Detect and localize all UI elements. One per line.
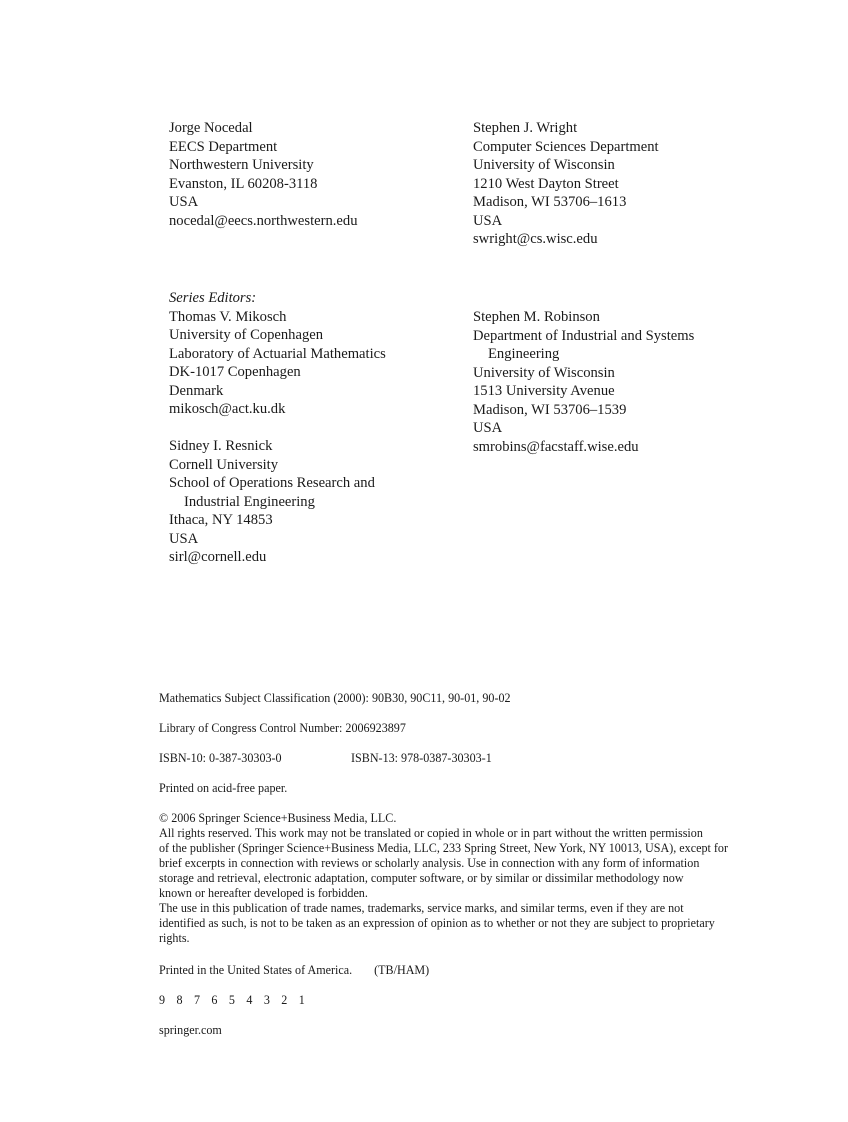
spacer: [169, 419, 386, 438]
printed-in: Printed in the United States of America.: [159, 963, 353, 977]
editor-email: sirl@cornell.edu: [169, 549, 267, 565]
series-editors-heading: Series Editors:: [169, 290, 257, 306]
rights-line: brief excerpts in connection with reviews or scholarly analysis. Use in connection with any form of information: [159, 856, 700, 870]
trademark-line: rights.: [159, 931, 190, 945]
editor-country: USA: [473, 420, 503, 436]
editor-city: DK-1017 Copenhagen: [169, 364, 301, 380]
editor-school-continued: Industrial Engineering: [184, 493, 315, 510]
author-wright-address: [473, 119, 659, 249]
trademark-line: identified as such, is not to be taken as an expression of opinion as to whether or not they are subject to proprietary: [159, 916, 715, 930]
editor-university: University of Copenhagen: [169, 327, 324, 343]
trademark-line: The use in this publication of trade names, trademarks, service marks, and similar terms, even if they are not: [159, 901, 684, 915]
author-street: 1210 West Dayton Street: [473, 175, 619, 192]
author-city: Evanston, IL 60208-3118: [169, 175, 318, 192]
rights-line: of the publisher (Springer Science+Business Media, LLC, 233 Spring Street, New York, NY 10013, USA), except for: [159, 841, 728, 855]
author-email: nocedal@eecs.northwestern.edu: [169, 212, 358, 229]
author-department: Computer Sciences Department: [473, 138, 659, 155]
editor-university: University of Wisconsin: [473, 364, 615, 381]
editor-street: 1513 University Avenue: [473, 383, 615, 399]
isbn-line: [159, 751, 765, 766]
editor-name: Thomas V. Mikosch: [169, 308, 287, 325]
author-name: Jorge Nocedal: [169, 120, 253, 136]
author-city: Madison, WI 53706–1613: [473, 194, 627, 210]
editor-email: mikosch@act.ku.dk: [169, 401, 286, 417]
editor-country: USA: [169, 530, 199, 547]
rights-line: All rights reserved. This work may not be translated or copied in whole or in part without the written permission: [159, 826, 703, 840]
editor-email: smrobins@facstaff.wise.edu: [473, 438, 639, 455]
author-nocedal-address: [169, 119, 358, 230]
msc-classification: Mathematics Subject Classification (2000): 90B30, 90C11, 90-01, 90-02: [159, 691, 511, 705]
editor-city: Madison, WI 53706–1539: [473, 401, 627, 418]
author-name: Stephen J. Wright: [473, 120, 578, 136]
printing-number-line: 9 8 7 6 5 4 3 2 1: [159, 993, 310, 1007]
editor-school: School of Operations Research and: [169, 475, 375, 491]
lccn: Library of Congress Control Number: 2006923897: [159, 721, 406, 735]
rights-line: known or hereafter developed is forbidden.: [159, 886, 368, 900]
author-university: Northwestern University: [169, 157, 314, 173]
isbn-13: ISBN-13: 978-0387-30303-1: [351, 751, 492, 765]
editor-department: Department of Industrial and Systems: [473, 327, 695, 344]
author-country: USA: [169, 194, 199, 210]
editor-department-continued: Engineering: [488, 346, 560, 362]
author-department: EECS Department: [169, 138, 278, 155]
editor-name: Sidney I. Resnick: [169, 438, 273, 454]
series-editor-robinson: [473, 308, 694, 456]
printer-code: (TB/HAM): [374, 963, 430, 977]
editor-university: Cornell University: [169, 456, 279, 473]
printed-in-line: [159, 963, 765, 978]
series-editors-left-column: [169, 289, 386, 567]
copyright-notice: [159, 811, 765, 946]
website: springer.com: [159, 1023, 222, 1037]
editor-city: Ithaca, NY 14853: [169, 512, 273, 528]
acid-free-paper-note: Printed on acid-free paper.: [159, 781, 288, 795]
editor-laboratory: Laboratory of Actuarial Mathematics: [169, 345, 386, 362]
editor-name: Stephen M. Robinson: [473, 309, 600, 325]
isbn-10: ISBN-10: 0-387-30303-0: [159, 751, 282, 765]
author-email: swright@cs.wisc.edu: [473, 231, 598, 247]
editor-country: Denmark: [169, 382, 224, 399]
author-university: University of Wisconsin: [473, 157, 615, 173]
copyright-line: © 2006 Springer Science+Business Media, LLC.: [159, 811, 397, 825]
author-country: USA: [473, 212, 503, 229]
rights-line: storage and retrieval, electronic adaptation, computer software, or by similar or dissimilar methodology now: [159, 871, 684, 885]
